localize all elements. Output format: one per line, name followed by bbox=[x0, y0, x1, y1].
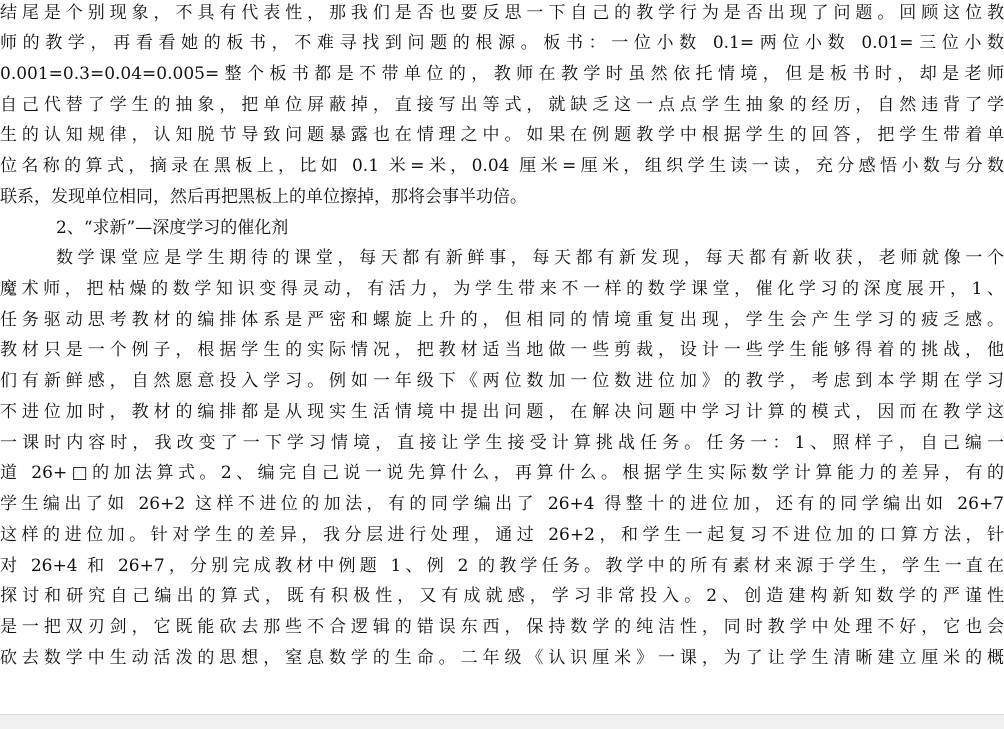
text-line: 道 26+□的加法算式。2、编完自己说一说先算什么，再算什么。根据学生实际数学计算能力的差异，有的 bbox=[0, 463, 1004, 483]
text-line: 0.001=0.3=0.04=0.005=整个板书都是不带单位的，教师在教学时虽然依托情境，但是板书时，却是老师 bbox=[0, 64, 1004, 84]
text-line: 魔术师，把枯燥的数学知识变得灵动，有活力，为学生带来不一样的数学课堂，催化学习的深度展开，1、 bbox=[0, 279, 1004, 299]
text-line: 位名称的算式，摘录在黑板上，比如 0.1 米=米，0.04 厘米=厘米，组织学生读一读，充分感悟小数与分数 bbox=[0, 156, 1004, 176]
bottom-scroll-strip bbox=[0, 714, 1004, 729]
text-line: 一课时内容时，我改变了一下学习情境，直接让学生接受计算挑战任务。任务一：1、照样子，自己编一 bbox=[0, 433, 1004, 453]
text-line: 砍去数学中生动活泼的思想，窒息数学的生命。二年级《认识厘米》一课，为了让学生清晰建立厘米的概 bbox=[0, 648, 1004, 668]
text-line: 数学课堂应是学生期待的课堂，每天都有新鲜事，每天都有新发现，每天都有新收获，老师就像一个 bbox=[56, 248, 1004, 268]
section-heading: 2、“求新”—深度学习的催化剂 bbox=[56, 218, 289, 238]
text-line: 探讨和研究自己编出的算式，既有积极性，又有成就感，学习非常投入。2、创造建构新知数学的严谨性 bbox=[0, 586, 1004, 606]
text-line: 结尾是个别现象，不具有代表性，那我们是否也要反思一下自己的教学行为是否出现了问题。回顾这位教 bbox=[0, 3, 1004, 23]
text-line: 这样的进位加。针对学生的差异，我分层进行处理，通过 26+2，和学生一起复习不进位加的口算方法，针 bbox=[0, 525, 1004, 545]
text-line: 学生编出了如 26+2 这样不进位的加法，有的同学编出了 26+4 得整十的进位加，还有的同学编出如 26+7 bbox=[0, 494, 1004, 514]
text-line: 教材只是一个例子，根据学生的实际情况，把教材适当地做一些剪裁，设计一些学生能够得着的挑战，他 bbox=[0, 340, 1004, 360]
text-line: 联系，发现单位相同，然后再把黑板上的单位擦掉，那将会事半功倍。 bbox=[0, 187, 527, 207]
text-line: 是一把双刃剑，它既能砍去那些不合逻辑的错误东西，保持数学的纯洁性，同时教学中处理不好，它也会 bbox=[0, 617, 1004, 637]
text-line: 对 26+4 和 26+7，分别完成教材中例题 1、例 2 的教学任务。教学中的所有素材来源于学生，学生一直在 bbox=[0, 556, 1004, 576]
text-line: 任务驱动思考教材的编排体系是严密和螺旋上升的，但相同的情境重复出现，学生会产生学习的疲乏感。 bbox=[0, 310, 1004, 330]
text-line: 们有新鲜感，自然愿意投入学习。例如一年级下《两位数加一位数进位加》的教学，考虑到本学期在学习 bbox=[0, 371, 1004, 391]
text-line: 不进位加时，教材的编排都是从现实生活情境中提出问题，在解决问题中学习计算的模式，因而在教学这 bbox=[0, 402, 1004, 422]
text-line: 生的认知规律，认知脱节导致问题暴露也在情理之中。如果在例题教学中根据学生的回答，把学生带着单 bbox=[0, 125, 1004, 145]
text-line: 自己代替了学生的抽象，把单位屏蔽掉，直接写出等式，就缺乏这一点点学生抽象的经历，自然违背了学 bbox=[0, 95, 1004, 115]
text-line: 师的教学，再看看她的板书，不难寻找到问题的根源。板书：一位小数 0.1=两位小数 0.01=三位小数 bbox=[0, 33, 1004, 53]
